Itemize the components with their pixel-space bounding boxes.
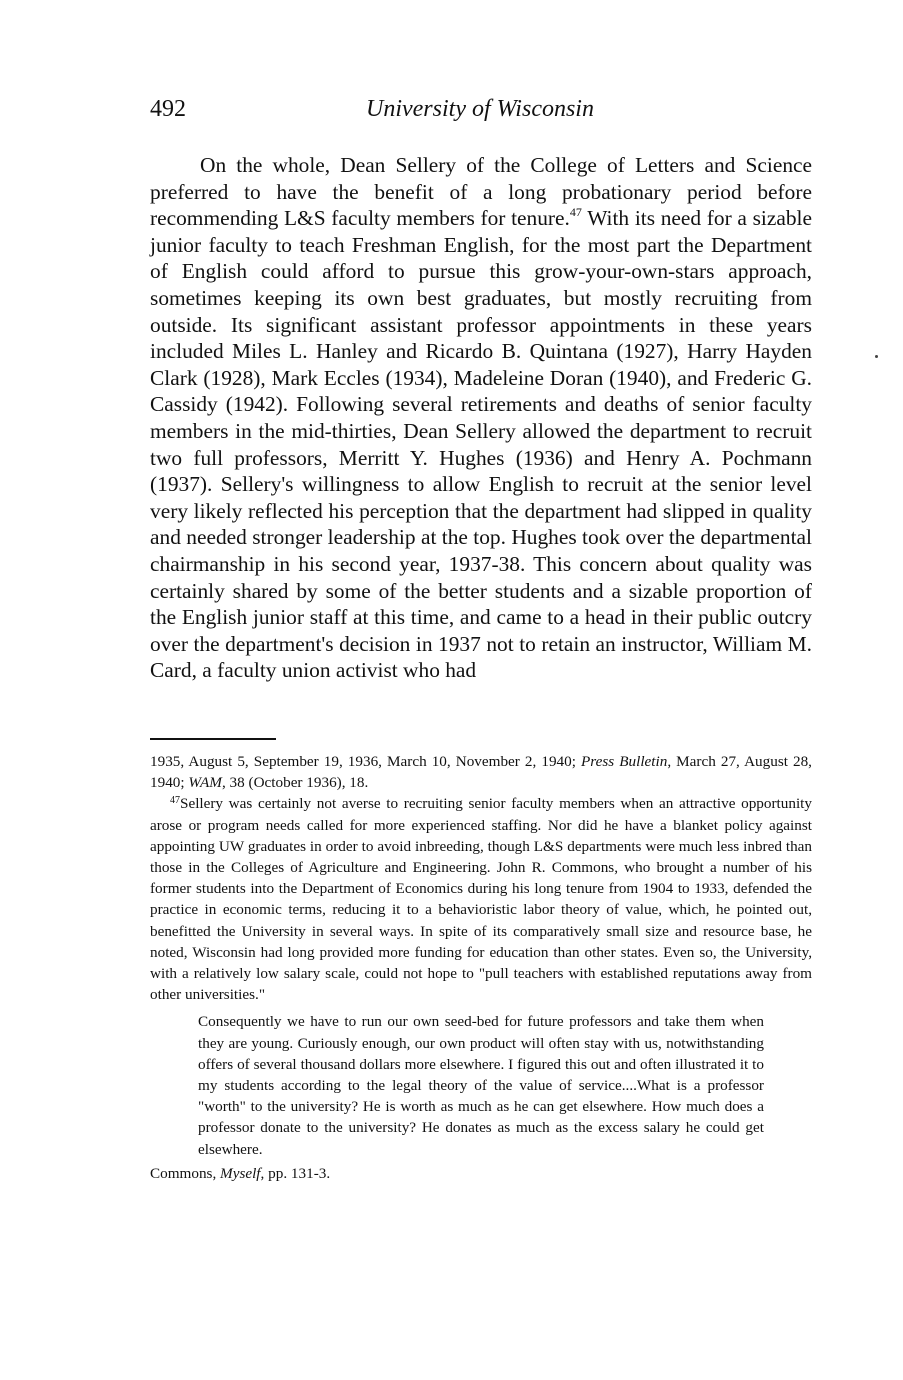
footnote-ref-47: 47: [569, 205, 582, 220]
footnote-continued: [150, 751, 812, 793]
body-text-part1: On the whole, Dean Sellery of the College of Letters and Science preferred to have the benefit of a long probationary period before recommending L&S faculty members for tenure.: [150, 153, 812, 231]
footnote-47-mark: 47: [170, 795, 180, 807]
citation-wam: WAM: [188, 774, 222, 792]
source-title: Myself: [220, 1164, 261, 1182]
footnote-47-source: [150, 1163, 812, 1184]
footnotes: [150, 751, 812, 1184]
stray-mark: [875, 355, 878, 358]
footnote-continued-text-2: , March 27, August 28, 1940;: [150, 753, 812, 792]
footnote-continued-text-3: , 38 (October 1936), 18.: [221, 774, 369, 792]
footnote-47-text: Sellery was certainly not averse to recruiting senior faculty members when an attractive opportunity arose or program needs called for more experienced staffing. Nor did he have a blanket policy against appointing UW graduates in order to avoid inbreeding, though L&S departments were much less inbred than those in the Colleges of Agriculture and Engineering. John R. Commons, who brought a number of his former students into the Department of Economics during his long tenure from 1904 to 1933, defended the practice in economic terms, reducing it to a behavioristic labor theory of value, which, he pointed out, benefitted the University in several ways. In spite of its comparatively small size and resource base, he noted, Wisconsin had long provided more funding for education than other states. Even so, the University, with a relatively low salary scale, could not hope to "pull teachers with established reputations away from other universities.": [150, 795, 812, 1004]
source-pages: , pp. 131-3.: [260, 1164, 331, 1182]
body-paragraph: [150, 152, 812, 684]
page-number: 492: [150, 96, 186, 122]
footnote-47-blockquote: Consequently we have to run our own seed-bed for future professors and take them when they are young. Curiously enough, our own product will often stay with us, notwithstanding offers of several thousand dollars more elsewhere. I figured this out and often illustrated it to my students according to the legal theory of the value of service....What is a professor "worth" to the university? He is worth as much as he can get elsewhere. How much does a professor donate to the university? He donates as much as the excess salary he could get elsewhere.: [198, 1013, 764, 1158]
source-author: Commons,: [150, 1164, 221, 1182]
running-head: University of Wisconsin: [366, 96, 594, 122]
footnote-divider: [150, 738, 276, 740]
footnote-47: [150, 793, 812, 1005]
citation-press-bulletin: Press Bulletin: [581, 753, 668, 770]
footnote-continued-text-1: 1935, August 5, September 19, 1936, March 10, November 2, 1940;: [150, 753, 581, 770]
body-text-part2: With its need for a sizable junior faculty to teach Freshman English, for the most part the Department of English could afford to pursue this grow-your-own-stars approach, sometimes keeping its own best graduates, but mostly recruiting from outside. Its significant assistant professor appointments in these years included Miles L. Hanley and Ricardo B. Quintana (1927), Harry Hayden Clark (1928), Mark Eccles (1934), Madeleine Doran (1940), and Frederic G. Cassidy (1942). Following several retirements and deaths of senior faculty members in the mid-thirties, Dean Sellery allowed the department to recruit two full professors, Merritt Y. Hughes (1936) and Henry A. Pochmann (1937). Sellery's willingness to allow English to recruit at the senior level very likely reflected his perception that the department had slipped in quality and needed stronger leadership at the top. Hughes took over the departmental chairmanship in his second year, 1937-38. This concern about quality was certainly shared by some of the better students and a sizable proportion of the English junior staff at this time, and came to a head in their public outcry over the department's decision in 1937 not to retain an instructor, William M. Card, a faculty union activist who had: [150, 206, 812, 683]
